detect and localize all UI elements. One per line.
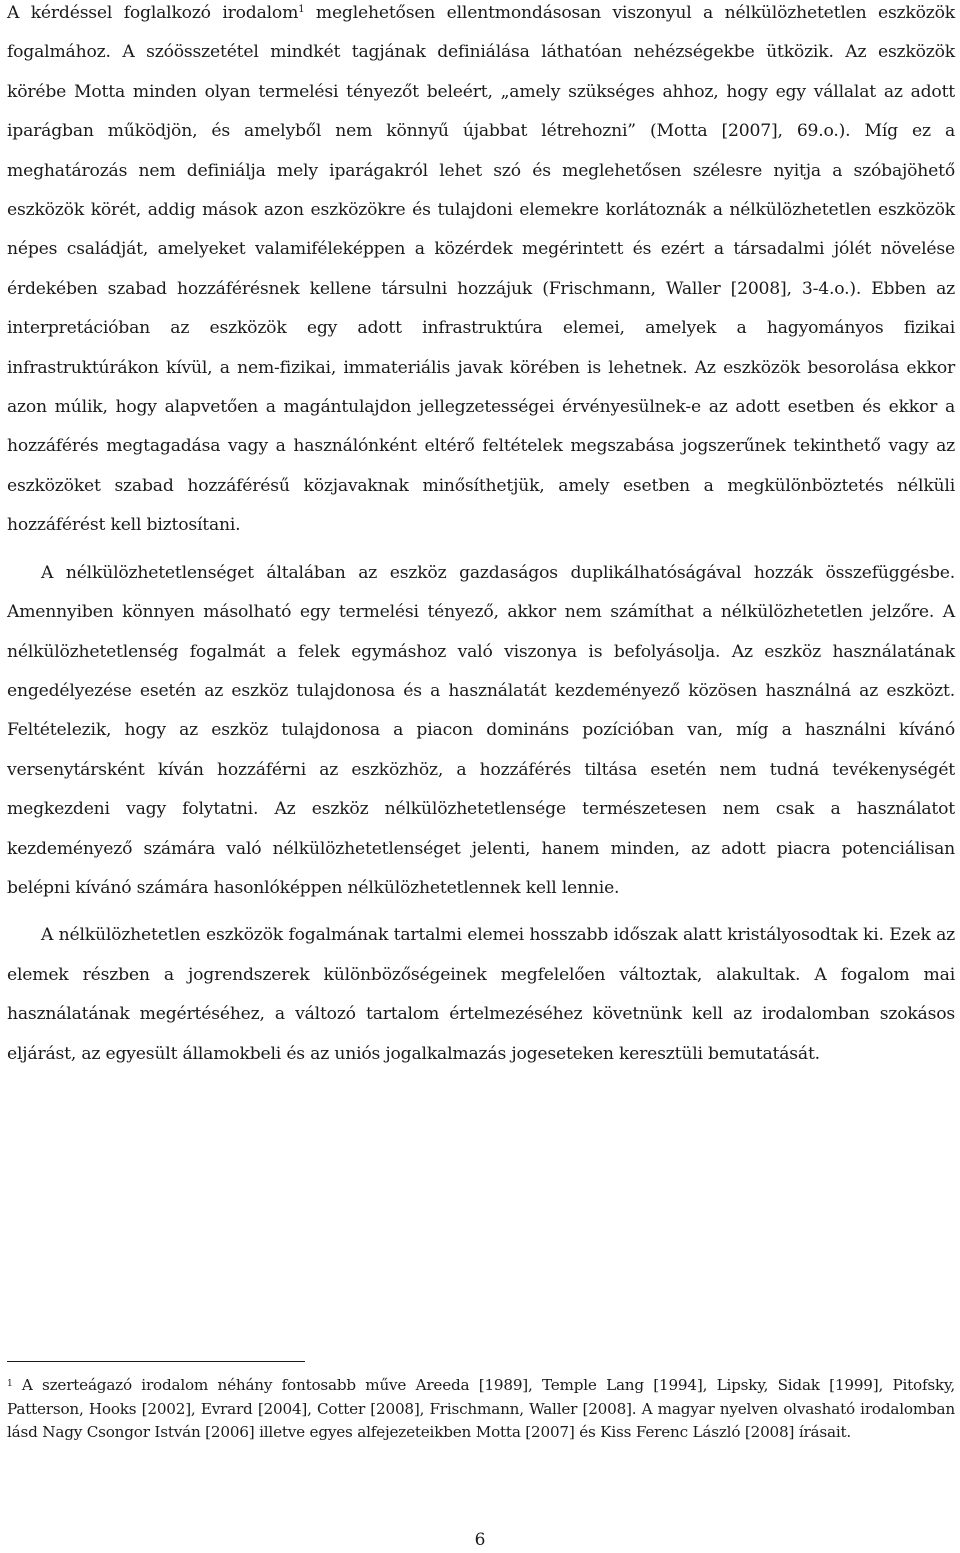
footnote-reference[interactable]: 1 [298,4,305,15]
page-number: 6 [474,1530,486,1550]
footnote-text: A szerteágazó irodalom néhány fontosabb műve Areeda [1989], Temple Lang [1994], Lipsky, Sidak [1999], Pitofsky, Patterson, Hooks [2002], Evrard [2004], Cotter [2008], Frischmann, Waller [2008]. A magyar nyelven olvasható irodalomban lásd Nagy Csongor István [2006] illetve egyes alfejezeteikben Motta [2007] és Kiss Ferenc László [2008] írásait. [7,1376,955,1442]
paragraph-1 [7,0,955,546]
footnote-separator [7,1361,305,1362]
paragraph-3: A nélkülözhetetlen eszközök fogalmának tartalmi elemei hosszabb időszak alatt kristályosodtak ki. Ezek az elemek részben a jogrendszerek különbözőségeinek megfelelően változtak, alakultak. A fogalom mai használatának megértéséhez, a változó tartalom értelmezéséhez követnünk kell az irodalomban szokásos eljárást, az egyesült államokbeli és az uniós jogalkalmazás jogeseteken keresztüli bemutatását. [7,925,955,1064]
paragraph-1-text-b: meglehetősen ellentmondásosan viszonyul a nélkülözhetetlen eszközök fogalmához. A szóösszetétel mindkét tagjának definiálása láthatóan nehézségekbe ütközik. Az eszközök körébe Motta minden olyan termelési tényezőt beleért, „amely szükséges ahhoz, hogy egy vállalat az adott iparágban működjön, és amelyből nem könnyű újabbat létrehozni” (Motta [2007], 69.o.). Míg ez a meghatározás nem definiálja mely iparágakról lehet szó és meglehetősen szélesre nyitja a szóbajöhető eszközök körét, addig mások azon eszközökre és tulajdoni elemekre korlátoznák a nélkülözhetetlen eszközök népes családját, amelyeket valamiféleképpen a közérdek megérintett és ezért a társadalmi jólét növelése érdekében szabad hozzáférésnek kellene társulni hozzájuk (Frischmann, Waller [2008], 3-4.o.). Ebben az interpretációban az eszközök egy adott infrastruktúra elemei, amelyek a hagyományos fizikai infrastruktúrákon kívül, a nem-fizikai, immateriális javak körében is lehetnek. Az eszközök besorolása ekkor azon múlik, hogy alapvetően a magántulajdon jellegzetességei érvényesülnek-e az adott esetben és ekkor a hozzáférés megtagadása vagy a használónként eltérő feltételek megszabása jogszerűnek tekinthető vagy az eszközöket szabad hozzáférésű közjavaknak minősíthetjük, amely esetben a megkülönböztetés nélküli hozzáférést kell biztosítani. [7,3,955,536]
paragraph-1-text-a: A kérdéssel foglalkozó irodalom [7,3,299,23]
document-body [7,0,955,1074]
paragraph-2: A nélkülözhetetlenséget általában az eszköz gazdaságos duplikálhatóságával hozzák összefüggésbe. Amennyiben könnyen másolható egy termelési tényező, akkor nem számíthat a nélkülözhetetlen jelzőre. A nélkülözhetetlenség fogalmát a felek egymáshoz való viszonya is befolyásolja. Az eszköz használatának engedélyezése esetén az eszköz tulajdonosa és a használatát kezdeményező közösen használná az eszközt. Feltételezik, hogy az eszköz tulajdonosa a piacon domináns pozícióban van, míg a használni kívánó versenytársként kíván hozzáférni az eszközhöz, a hozzáférés tiltása esetén nem tudná tevékenységét megkezdeni vagy folytatni. Az eszköz nélkülözhetetlensége természetesen nem csak a használatot kezdeményező számára való nélkülözhetetlenséget jelenti, hanem minden, az adott piacra potenciálisan belépni kívánó számára hasonlóképpen nélkülözhetetlennek kell lennie. [7,562,955,898]
footnote-marker: 1 [7,1379,13,1389]
footnote [7,1374,955,1445]
